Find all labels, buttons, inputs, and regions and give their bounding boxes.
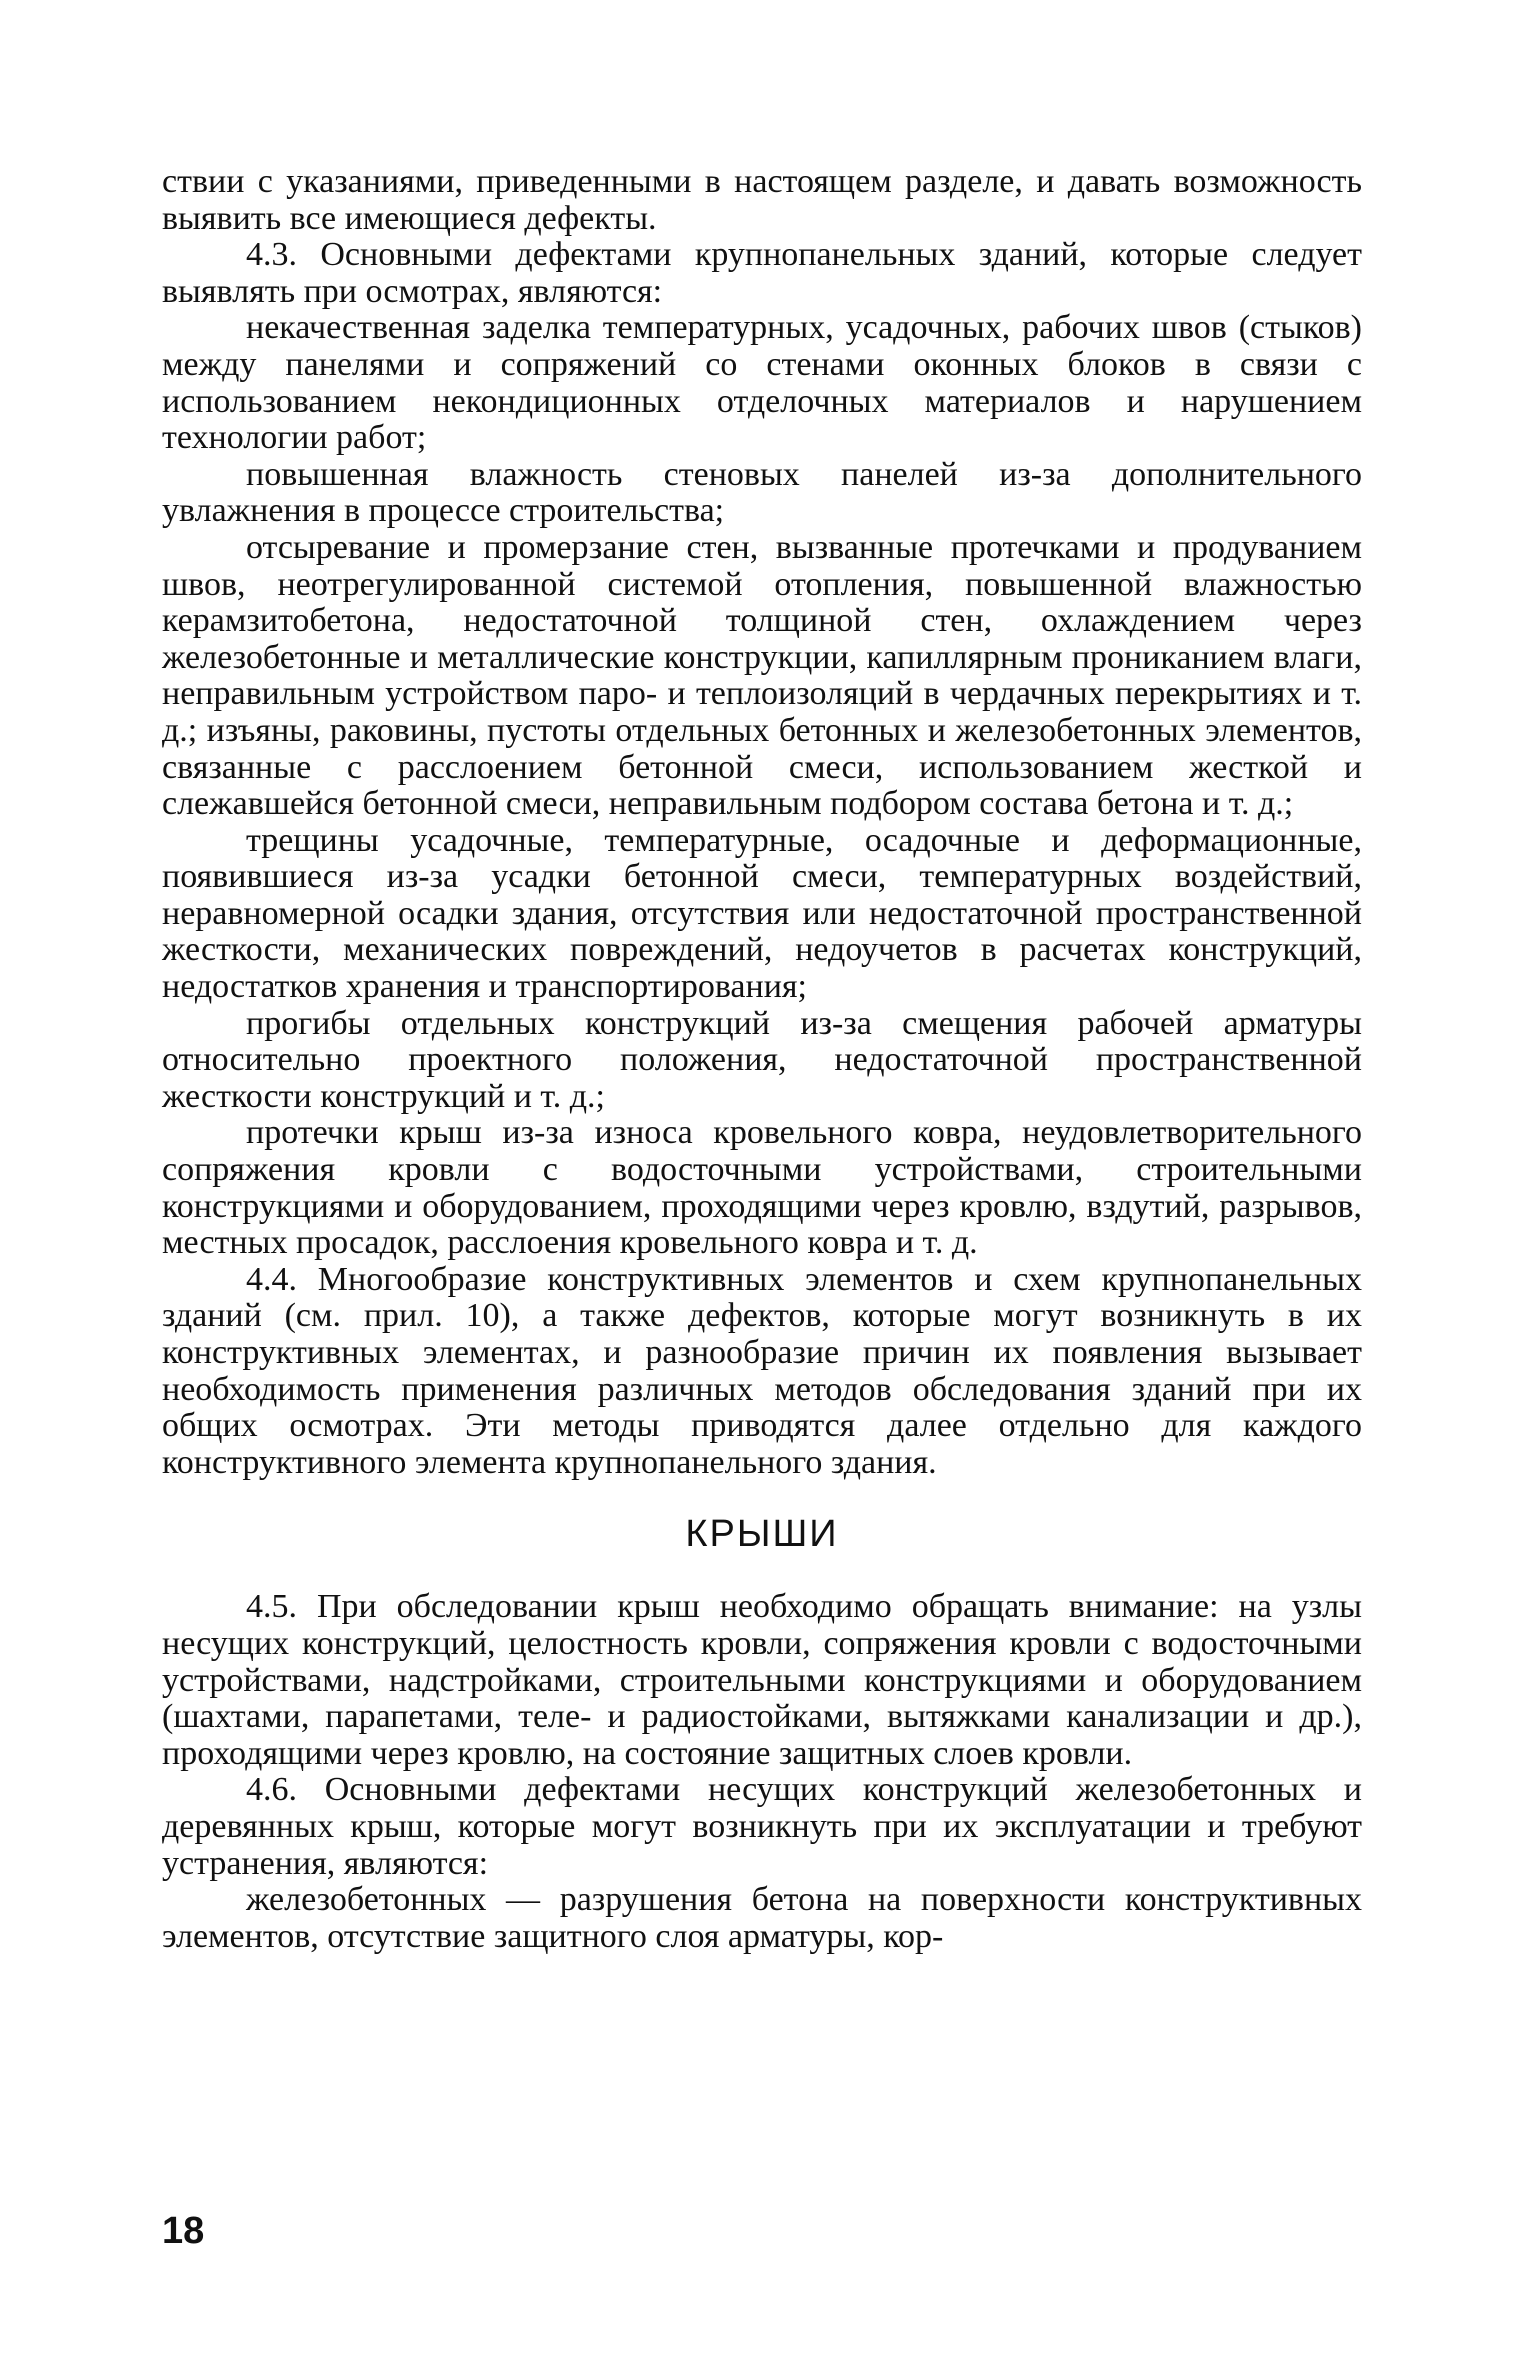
paragraph-defect-cracks: трещины усадочные, температурные, осадочные и деформационные, появившиеся из-за усадки бетонной смеси, температурных воздействий, неравномерной осадки здания, отсутствия или недостаточной пространственной жесткости, механических повреждений, недоучетов в расчетах конструкций, недостатков хранения и транспортирования; — [162, 821, 1362, 1006]
paragraph-4-3: 4.3. Основными дефектами крупнопанельных зданий, которые следует выявлять при осмотрах, являются: — [162, 236, 1362, 310]
paragraph-defect-deflection: прогибы отдельных конструкций из-за смещения рабочей арматуры относительно проектного положения, недостаточной пространственной жесткости конструкций и т. д.; — [162, 1004, 1362, 1115]
paragraph-4-6: 4.6. Основными дефектами несущих конструкций железобетонных и деревянных крыш, которые могут возникнуть при их эксплуатации и требуют устранения, являются: — [162, 1771, 1362, 1882]
paragraph-defect-joints: некачественная заделка температурных, усадочных, рабочих швов (стыков) между панелями и сопряжений со стенами оконных блоков в связи с использованием некондиционных отделочных материалов и нарушением технологии работ; — [162, 309, 1362, 457]
paragraph-4-4: 4.4. Многообразие конструктивных элементов и схем крупнопанельных зданий (см. прил. 10), а также дефектов, которые могут возникнуть в их конструктивных элементах, и разнообразие причин их появления вызывает необходимость применения различных методов обследования зданий при их общих осмотрах. Эти методы приводятся далее отдельно для каждого конструктивного элемента крупнопанельного здания. — [162, 1260, 1362, 1481]
paragraph-defect-dampness: отсыревание и промерзание стен, вызванные протечками и продуванием швов, неотрегулированной системой отопления, повышенной влажностью керамзитобетона, недостаточной толщиной стен, охлаждением через железобетонные и металлические конструкции, капиллярным прониканием влаги, неправильным устройством паро- и теплоизоляций в чердачных перекрытиях и т. д.; изъяны, раковины, пустоты отдельных бетонных и железобетонных элементов, связанные с расслоением бетонной смеси, использованием жесткой и слежавшейся бетонной смеси, неправильным подбором состава бетона и т. д.; — [162, 528, 1362, 823]
paragraph-continuation: ствии с указаниями, приведенными в настоящем разделе, и давать возможность выявить все имеющиеся дефекты. — [162, 163, 1362, 237]
paragraph-defect-humidity: повышенная влажность стеновых панелей из-за дополнительного увлажнения в процессе строительства; — [162, 455, 1362, 530]
page-number: 18 — [162, 2210, 205, 2252]
paragraph-defect-leaks: протечки крыш из-за износа кровельного ковра, неудовлетворительного сопряжения кровли с водосточными устройствами, строительными конструкциями и оборудованием, проходящими через кровлю, вздутий, разрывов, местных просадок, расслоения кровельного ковра и т. д. — [162, 1114, 1362, 1262]
section-heading: КРЫШИ — [685, 1513, 839, 1556]
paragraph-4-5: 4.5. При обследовании крыш необходимо обращать внимание: на узлы несущих конструкций, целостность кровли, сопряжения кровли с водосточными устройствами, надстройками, строительными конструкциями и оборудованием (шахтами, парапетами, теле- и радиостойками, вытяжками канализации и др.), проходящими через кровлю, на состояние защитных слоев кровли. — [162, 1588, 1362, 1772]
body-text — [162, 164, 1362, 1955]
paragraph-reinforced-concrete: железобетонных — разрушения бетона на поверхности конструктивных элементов, отсутствие защитного слоя арматуры, кор- — [162, 1881, 1362, 1955]
